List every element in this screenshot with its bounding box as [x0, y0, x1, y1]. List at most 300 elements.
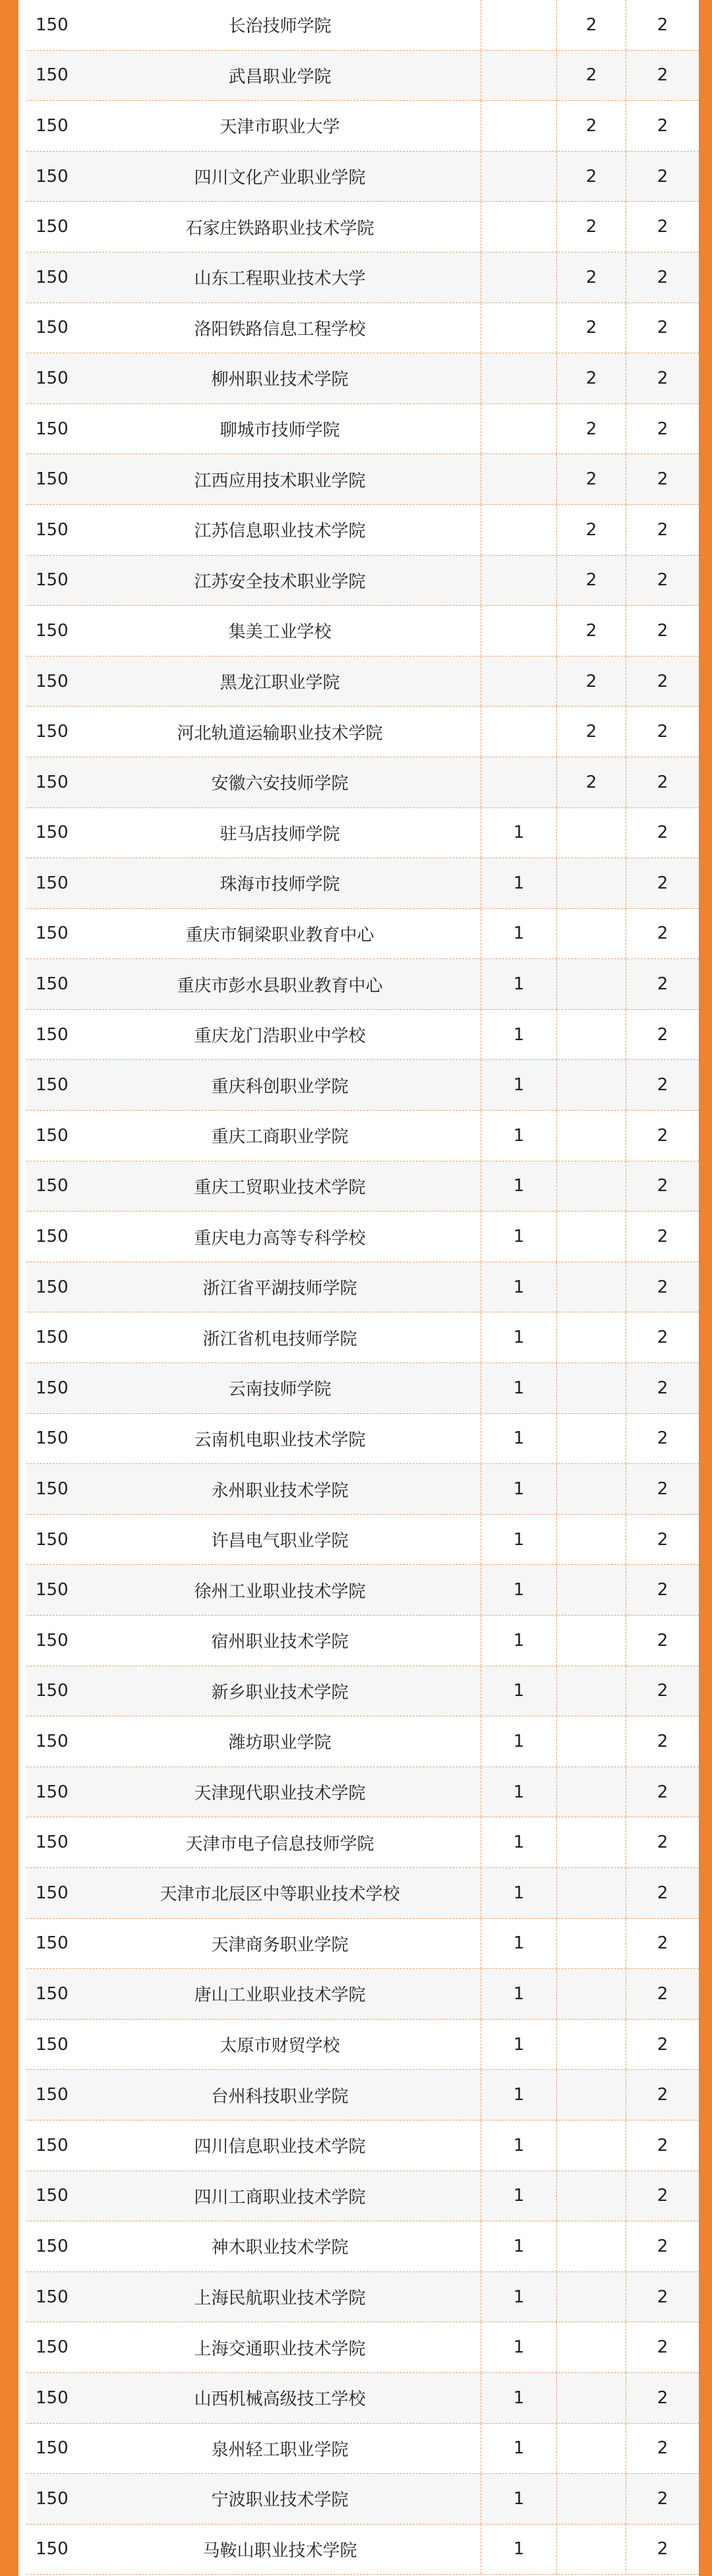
count-a-cell: 1 [481, 1414, 557, 1464]
count-c-cell: 2 [657, 15, 668, 35]
count-a-cell [481, 202, 557, 252]
count-a-cell: 1 [481, 1010, 557, 1060]
school-name-cell: 许昌电气职业学院 [79, 1515, 481, 1565]
school-name-cell: 台州科技职业学院 [79, 2070, 481, 2120]
school-name-cell: 云南技师学院 [79, 1363, 481, 1413]
count-a-cell: 1 [481, 1565, 557, 1615]
table-row [26, 2121, 699, 2171]
table-row [26, 51, 699, 102]
count-b-cell: 2 [557, 505, 626, 555]
count-c-cell: 2 [657, 1832, 668, 1853]
count-b-cell [557, 1414, 626, 1464]
count-a-cell: 1 [481, 1363, 557, 1413]
table-row [26, 1919, 699, 1970]
count-a-cell: 1 [481, 1817, 557, 1867]
count-a-cell [481, 353, 557, 403]
table-row [26, 858, 699, 909]
school-name-cell: 天津市职业大学 [79, 101, 481, 151]
count-c-cell: 2 [657, 1479, 668, 1500]
count-c-cell: 2 [657, 1580, 668, 1600]
count-a-cell: 1 [481, 2525, 557, 2575]
count-c-cell: 2 [657, 1328, 668, 1348]
count-b-cell [557, 858, 626, 908]
count-b-cell [557, 1969, 626, 2019]
table-row [26, 1060, 699, 1111]
count-a-cell: 1 [481, 808, 557, 858]
table-row [26, 1868, 699, 1919]
score-cell: 150 [36, 570, 69, 591]
school-name-cell: 江苏信息职业技术学院 [79, 505, 481, 555]
table-row [26, 707, 699, 757]
school-name-cell: 浙江省平湖技师学院 [79, 1262, 481, 1312]
score-cell: 150 [36, 166, 69, 187]
count-b-cell [557, 2171, 626, 2221]
count-c-cell: 2 [657, 65, 668, 86]
count-a-cell: 1 [481, 2474, 557, 2524]
school-name-cell: 重庆龙门浩职业中学校 [79, 1010, 481, 1060]
school-name-cell: 河北轨道运输职业技术学院 [79, 707, 481, 757]
score-cell: 150 [36, 2287, 69, 2307]
table-row [26, 353, 699, 404]
count-b-cell [557, 1616, 626, 1666]
school-name-cell: 四川文化产业职业学院 [79, 152, 481, 202]
table-row [26, 2424, 699, 2474]
count-a-cell [481, 757, 557, 807]
score-cell: 150 [36, 1227, 69, 1247]
count-a-cell: 1 [481, 2424, 557, 2474]
table-row [26, 1969, 699, 2020]
count-c-cell: 2 [657, 318, 668, 338]
score-cell: 150 [36, 1832, 69, 1853]
table-row [26, 505, 699, 556]
count-b-cell [557, 2373, 626, 2423]
table-row [26, 1312, 699, 1363]
count-b-cell: 2 [557, 556, 626, 606]
score-cell: 150 [36, 1782, 69, 1802]
school-name-cell: 浙江省机电技师学院 [79, 1312, 481, 1362]
count-b-cell [557, 1312, 626, 1362]
count-c-cell: 2 [657, 772, 668, 792]
table-row [26, 1111, 699, 1161]
count-c-cell: 2 [657, 2034, 668, 2055]
score-cell: 150 [36, 15, 69, 35]
count-c-cell: 2 [657, 1428, 668, 1449]
school-name-cell: 重庆市彭水县职业教育中心 [79, 959, 481, 1009]
count-b-cell [557, 959, 626, 1009]
table-row [26, 0, 699, 51]
count-a-cell: 1 [481, 2373, 557, 2423]
count-a-cell: 1 [481, 2272, 557, 2322]
count-c-cell: 2 [657, 2337, 668, 2358]
table-row [26, 202, 699, 252]
score-cell: 150 [36, 2236, 69, 2256]
score-cell: 150 [36, 65, 69, 86]
school-name-cell: 洛阳铁路信息工程学校 [79, 303, 481, 353]
school-name-cell: 聊城市技师学院 [79, 404, 481, 454]
school-name-cell: 安徽六安技师学院 [79, 757, 481, 807]
count-c-cell: 2 [657, 2488, 668, 2509]
count-a-cell: 1 [481, 1666, 557, 1716]
school-name-cell: 天津市电子信息技师学院 [79, 1817, 481, 1867]
score-cell: 150 [36, 620, 69, 641]
count-b-cell [557, 1716, 626, 1767]
count-c-cell: 2 [657, 368, 668, 388]
count-c-cell: 2 [657, 1227, 668, 1247]
school-name-cell: 山西机械高级技工学校 [79, 2373, 481, 2423]
score-cell: 150 [36, 115, 69, 136]
table-row [26, 1010, 699, 1061]
table-row [26, 1212, 699, 1262]
count-a-cell: 1 [481, 2221, 557, 2271]
table-row [26, 1616, 699, 1666]
table-row [26, 2525, 699, 2575]
count-a-cell [481, 657, 557, 707]
count-b-cell: 2 [557, 353, 626, 403]
school-name-cell: 神木职业技术学院 [79, 2221, 481, 2271]
count-b-cell [557, 2272, 626, 2322]
count-c-cell: 2 [657, 1782, 668, 1802]
score-cell: 150 [36, 1580, 69, 1600]
score-cell: 150 [36, 1529, 69, 1550]
count-a-cell [481, 606, 557, 656]
school-name-cell: 柳州职业技术学院 [79, 353, 481, 403]
count-b-cell [557, 808, 626, 858]
table-row [26, 2020, 699, 2070]
count-a-cell [481, 707, 557, 757]
count-b-cell [557, 1817, 626, 1867]
count-c-cell: 2 [657, 620, 668, 641]
school-name-cell: 重庆市铜梁职业教育中心 [79, 909, 481, 959]
count-a-cell: 1 [481, 2020, 557, 2070]
school-name-cell: 上海民航职业技术学院 [79, 2272, 481, 2322]
count-c-cell: 2 [657, 570, 668, 591]
school-name-cell: 唐山工业职业技术学院 [79, 1969, 481, 2019]
count-b-cell [557, 1212, 626, 1262]
school-name-cell: 新乡职业技术学院 [79, 1666, 481, 1716]
count-c-cell: 2 [657, 115, 668, 136]
count-b-cell: 2 [557, 303, 626, 353]
table-row [26, 2221, 699, 2272]
count-a-cell: 1 [481, 1716, 557, 1767]
count-b-cell [557, 1111, 626, 1161]
score-cell: 150 [36, 1176, 69, 1196]
school-name-cell: 天津现代职业技术学院 [79, 1767, 481, 1817]
score-cell: 150 [36, 519, 69, 540]
school-name-cell: 潍坊职业学院 [79, 1716, 481, 1767]
table-row [26, 909, 699, 960]
ranking-table [26, 0, 699, 2575]
count-c-cell: 2 [657, 267, 668, 287]
score-cell: 150 [36, 2085, 69, 2105]
count-c-cell: 2 [657, 1277, 668, 1297]
school-name-cell: 石家庄铁路职业技术学院 [79, 202, 481, 252]
count-c-cell: 2 [657, 1529, 668, 1550]
score-cell: 150 [36, 2186, 69, 2206]
score-cell: 150 [36, 974, 69, 995]
count-a-cell: 1 [481, 1161, 557, 1212]
table-row [26, 959, 699, 1010]
count-a-cell: 1 [481, 1767, 557, 1817]
count-b-cell [557, 2525, 626, 2575]
score-cell: 150 [36, 2387, 69, 2408]
count-c-cell: 2 [657, 1024, 668, 1045]
count-a-cell [481, 303, 557, 353]
count-b-cell [557, 1010, 626, 1060]
score-cell: 150 [36, 1630, 69, 1651]
count-b-cell [557, 1060, 626, 1110]
count-c-cell: 2 [657, 1075, 668, 1096]
count-b-cell: 2 [557, 152, 626, 202]
count-b-cell: 2 [557, 707, 626, 757]
count-c-cell: 2 [657, 1933, 668, 1954]
count-a-cell: 1 [481, 1515, 557, 1565]
score-cell: 150 [36, 2438, 69, 2459]
table-row [26, 454, 699, 505]
count-c-cell: 2 [657, 217, 668, 237]
table-row [26, 2272, 699, 2323]
table-row [26, 1666, 699, 1717]
school-name-cell: 长治技师学院 [79, 0, 481, 50]
count-b-cell [557, 1919, 626, 1969]
count-c-cell: 2 [657, 2186, 668, 2206]
school-name-cell: 云南机电职业技术学院 [79, 1414, 481, 1464]
school-name-cell: 重庆工商职业学院 [79, 1111, 481, 1161]
score-cell: 150 [36, 823, 69, 843]
count-c-cell: 2 [657, 2085, 668, 2105]
count-a-cell [481, 404, 557, 454]
score-cell: 150 [36, 873, 69, 893]
count-a-cell: 1 [481, 1868, 557, 1918]
school-name-cell: 重庆工贸职业技术学院 [79, 1161, 481, 1212]
table-row [26, 1817, 699, 1868]
school-name-cell: 重庆科创职业学院 [79, 1060, 481, 1110]
count-a-cell: 1 [481, 1919, 557, 1969]
count-a-cell [481, 101, 557, 151]
count-c-cell: 2 [657, 671, 668, 691]
count-b-cell: 2 [557, 404, 626, 454]
left-accent-bar [0, 0, 18, 2576]
school-name-cell: 江苏安全技术职业学院 [79, 556, 481, 606]
table-row [26, 808, 699, 859]
count-c-cell: 2 [657, 1176, 668, 1196]
table-row [26, 757, 699, 808]
count-c-cell: 2 [657, 1630, 668, 1651]
count-c-cell: 2 [657, 823, 668, 843]
count-b-cell: 2 [557, 0, 626, 50]
table-row [26, 1262, 699, 1313]
count-c-cell: 2 [657, 722, 668, 742]
table-row [26, 1515, 699, 1566]
table-row [26, 303, 699, 354]
count-c-cell: 2 [657, 2438, 668, 2459]
table-row [26, 1363, 699, 1414]
score-cell: 150 [36, 1933, 69, 1954]
count-a-cell: 1 [481, 1312, 557, 1362]
count-b-cell: 2 [557, 252, 626, 303]
count-a-cell: 1 [481, 1262, 557, 1312]
count-c-cell: 2 [657, 2387, 668, 2408]
table-row [26, 404, 699, 455]
count-b-cell: 2 [557, 454, 626, 504]
score-cell: 150 [36, 318, 69, 338]
count-b-cell: 2 [557, 51, 626, 101]
table-row [26, 606, 699, 657]
school-name-cell: 宿州职业技术学院 [79, 1616, 481, 1666]
count-c-cell: 2 [657, 2135, 668, 2155]
score-cell: 150 [36, 1075, 69, 1096]
school-name-cell: 马鞍山职业技术学院 [79, 2525, 481, 2575]
count-a-cell: 1 [481, 1111, 557, 1161]
count-a-cell: 1 [481, 2171, 557, 2221]
count-b-cell [557, 1767, 626, 1817]
score-cell: 150 [36, 1983, 69, 2004]
count-a-cell: 1 [481, 2070, 557, 2120]
school-name-cell: 四川工商职业技术学院 [79, 2171, 481, 2221]
table-row [26, 2474, 699, 2525]
count-b-cell [557, 1262, 626, 1312]
count-b-cell: 2 [557, 202, 626, 252]
count-b-cell [557, 1161, 626, 1212]
count-b-cell: 2 [557, 606, 626, 656]
school-name-cell: 黑龙江职业学院 [79, 657, 481, 707]
school-name-cell: 山东工程职业技术大学 [79, 252, 481, 303]
score-cell: 150 [36, 2034, 69, 2055]
count-b-cell [557, 2221, 626, 2271]
count-c-cell: 2 [657, 1983, 668, 2004]
count-b-cell [557, 2474, 626, 2524]
school-name-cell: 上海交通职业技术学院 [79, 2322, 481, 2372]
school-name-cell: 珠海市技师学院 [79, 858, 481, 908]
score-cell: 150 [36, 1731, 69, 1751]
score-cell: 150 [36, 2539, 69, 2560]
count-b-cell [557, 909, 626, 959]
count-c-cell: 2 [657, 519, 668, 540]
school-name-cell: 武昌职业学院 [79, 51, 481, 101]
right-accent-bar [699, 0, 712, 2576]
count-a-cell: 1 [481, 1616, 557, 1666]
count-b-cell [557, 2121, 626, 2171]
school-name-cell: 集美工业学校 [79, 606, 481, 656]
table-row [26, 101, 699, 152]
count-a-cell: 1 [481, 909, 557, 959]
school-name-cell: 天津商务职业学院 [79, 1919, 481, 1969]
table-row [26, 1565, 699, 1616]
count-c-cell: 2 [657, 1378, 668, 1398]
count-c-cell: 2 [657, 1883, 668, 1903]
score-cell: 150 [36, 2337, 69, 2358]
count-a-cell: 1 [481, 959, 557, 1009]
count-b-cell [557, 1868, 626, 1918]
score-cell: 150 [36, 1479, 69, 1500]
school-name-cell: 太原市财贸学校 [79, 2020, 481, 2070]
school-name-cell: 永州职业技术学院 [79, 1464, 481, 1514]
count-c-cell: 2 [657, 2287, 668, 2307]
count-c-cell: 2 [657, 419, 668, 439]
table-row [26, 556, 699, 606]
count-a-cell [481, 252, 557, 303]
score-cell: 150 [36, 2488, 69, 2509]
count-a-cell: 1 [481, 2121, 557, 2171]
count-a-cell: 1 [481, 858, 557, 908]
table-row [26, 152, 699, 202]
count-a-cell: 1 [481, 2322, 557, 2372]
count-c-cell: 2 [657, 974, 668, 995]
count-b-cell: 2 [557, 657, 626, 707]
score-cell: 150 [36, 368, 69, 388]
score-cell: 150 [36, 1428, 69, 1449]
score-cell: 150 [36, 722, 69, 742]
count-a-cell: 1 [481, 1969, 557, 2019]
count-a-cell: 1 [481, 1464, 557, 1514]
count-c-cell: 2 [657, 2236, 668, 2256]
score-cell: 150 [36, 1125, 69, 1146]
count-c-cell: 2 [657, 873, 668, 893]
count-a-cell: 1 [481, 1060, 557, 1110]
score-cell: 150 [36, 923, 69, 944]
table-row [26, 1414, 699, 1465]
table-row [26, 1464, 699, 1515]
score-cell: 150 [36, 2135, 69, 2155]
score-cell: 150 [36, 772, 69, 792]
score-cell: 150 [36, 217, 69, 237]
count-c-cell: 2 [657, 923, 668, 944]
school-name-cell: 泉州轻工职业学院 [79, 2424, 481, 2474]
count-b-cell [557, 1464, 626, 1514]
count-a-cell [481, 454, 557, 504]
count-c-cell: 2 [657, 469, 668, 490]
count-b-cell [557, 2322, 626, 2372]
table-row [26, 2070, 699, 2121]
score-cell: 150 [36, 267, 69, 287]
count-a-cell [481, 0, 557, 50]
school-name-cell: 驻马店技师学院 [79, 808, 481, 858]
table-row [26, 1767, 699, 1818]
table-row [26, 2322, 699, 2373]
school-name-cell: 四川信息职业技术学院 [79, 2121, 481, 2171]
count-c-cell: 2 [657, 1681, 668, 1701]
count-b-cell [557, 2070, 626, 2120]
school-name-cell: 宁波职业技术学院 [79, 2474, 481, 2524]
score-cell: 150 [36, 469, 69, 490]
count-b-cell: 2 [557, 101, 626, 151]
count-b-cell [557, 1666, 626, 1716]
score-cell: 150 [36, 419, 69, 439]
score-cell: 150 [36, 1681, 69, 1701]
count-c-cell: 2 [657, 2539, 668, 2560]
school-name-cell: 徐州工业职业技术学院 [79, 1565, 481, 1615]
count-c-cell: 2 [657, 166, 668, 187]
count-c-cell: 2 [657, 1125, 668, 1146]
score-cell: 150 [36, 1328, 69, 1348]
table-row [26, 657, 699, 707]
count-a-cell: 1 [481, 1212, 557, 1262]
table-row [26, 2373, 699, 2424]
table-row [26, 1716, 699, 1767]
school-name-cell: 天津市北辰区中等职业技术学校 [79, 1868, 481, 1918]
count-a-cell [481, 51, 557, 101]
count-b-cell: 2 [557, 757, 626, 807]
score-cell: 150 [36, 1378, 69, 1398]
score-cell: 150 [36, 1024, 69, 1045]
count-a-cell [481, 556, 557, 606]
count-c-cell: 2 [657, 1731, 668, 1751]
school-name-cell: 江西应用技术职业学院 [79, 454, 481, 504]
count-b-cell [557, 1565, 626, 1615]
count-b-cell [557, 1363, 626, 1413]
count-b-cell [557, 1515, 626, 1565]
table-row [26, 2171, 699, 2222]
table-row [26, 252, 699, 303]
